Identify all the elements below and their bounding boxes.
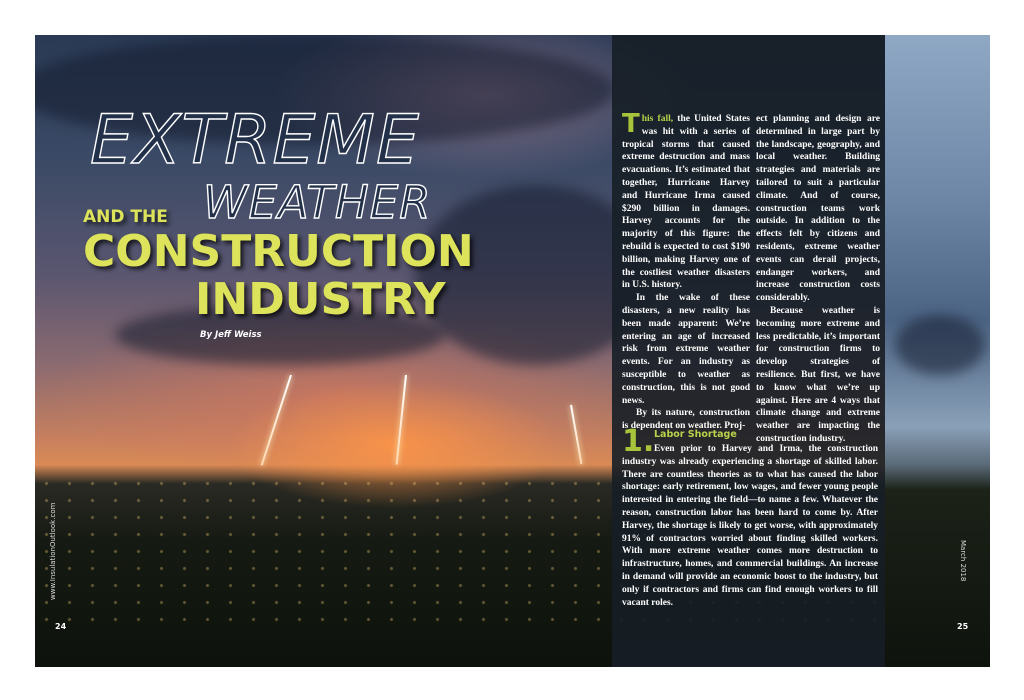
title-industry: INDUSTRY xyxy=(195,274,446,325)
page-number-left: 24 xyxy=(55,622,67,631)
intro-column-2 xyxy=(756,113,880,446)
drop-cap: T xyxy=(622,109,640,139)
storm-cloud xyxy=(895,315,985,375)
website-url: www.InsulationOutlook.com xyxy=(49,502,57,600)
lead-in: his fall, xyxy=(641,114,674,124)
page-number-right: 25 xyxy=(957,622,969,631)
section-body: Even prior to Harvey and Irma, the construction industry was already experiencing a shortage of skilled labor. There are countless theories as to what has caused the labor shortage: early retirement, low wages, and fewer young people interested in entering the field—to name a few. Whatever the reason, construction labor has been hard to come by. After Harvey, the shortage is likely to get worse, with approximately 91% of contractors worried about finding skilled workers. With more extreme weather comes more destruction to infrastructure, homes, and commercial buildings. An increase in demand will provide an economic boost to the industry, but only if contractors and firms can find enough workers to fill vacant roles. xyxy=(622,444,878,608)
title-and-the: AND THE xyxy=(83,207,168,227)
magazine-spread xyxy=(35,35,990,667)
paragraph: ect planning and design are determined in large part by the landscape, geography, and local weather. Building strategies and materials are tailored to suit a particular climate. And of course, construction teams work outside. In addition to the effects felt by citizens and residents, extreme weather events can derail projects, endanger workers, and increase construction costs considerably. xyxy=(756,114,880,304)
lightning-bolt xyxy=(570,405,582,464)
section-number: 1. xyxy=(622,424,655,459)
paragraph: In the wake of these disasters, a new reality has been made apparent: We’re entering an age of increased risk from extreme weather events. For an industry as susceptible to weather as construction, this is not good news. xyxy=(622,293,750,406)
intro-column-1 xyxy=(622,109,750,433)
title-construction: CONSTRUCTION xyxy=(83,226,474,277)
paragraph: the United States was hit with a series of tropical storms that caused extreme destruction and mass evacuations. It’s estimated that together, Hurricane Harvey and Hurricane Irma caused $290 billion in damages. Harvey accounts for the majority of this figure: the rebuild is expected to cost $190 billion, making Harvey one of the costliest weather disasters in U.S. history. xyxy=(622,114,750,291)
section-heading: Labor Shortage xyxy=(654,429,737,440)
paragraph: By its nature, construction is dependent on weather. Proj- xyxy=(622,408,750,432)
title-weather: WEATHER xyxy=(203,176,432,229)
byline: By Jeff Weiss xyxy=(200,330,262,340)
lightning-bolt xyxy=(396,375,407,465)
lightning-bolt xyxy=(261,375,292,466)
paragraph: Because weather is becoming more extreme and less predictable, it’s important for construction firms to develop strategies of resilience. But first, we have to know what we’re up against. Here are 4 ways that climate change and extreme weather are impacting the construction industry. xyxy=(756,305,880,444)
title-extreme: EXTREME xyxy=(90,101,420,180)
issue-date: March 2018 xyxy=(959,540,967,582)
